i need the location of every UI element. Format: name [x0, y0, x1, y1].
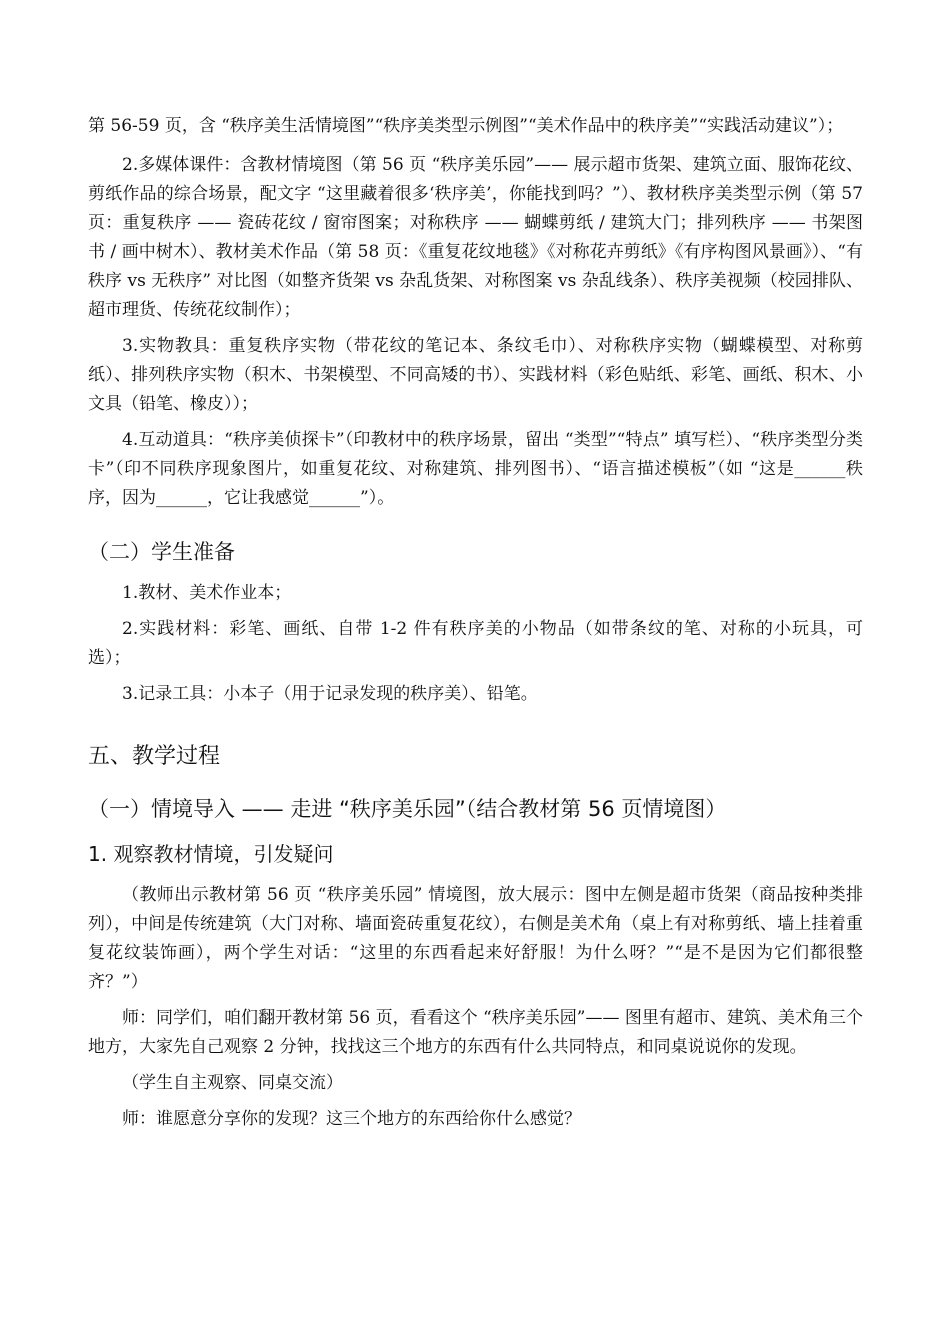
document-page [88, 112, 863, 1134]
situation-intro-heading: （一）情境导入 —— 走进 “秩序美乐园”（结合教材第 56 页情境图） [88, 797, 727, 821]
student-prep-item-1: 1.教材、美术作业本； [122, 583, 292, 603]
process-paragraph-4: 师：谁愿意分享你的发现？这三个地方的东西给你什么感觉？ [122, 1109, 581, 1129]
student-prep-item-2: 2.实践材料：彩笔、画纸、自带 1-2 件有秩序美的小物品（如带条纹的笔、对称的小玩具，可选）； [88, 619, 863, 668]
student-prep-heading: （二）学生准备 [88, 540, 235, 564]
student-prep-item-3: 3.记录工具：小本子（用于记录发现的秩序美）、铅笔。 [122, 684, 538, 704]
teaching-process-heading: 五、教学过程 [88, 744, 221, 769]
materials-paragraph-1-continued: 第 56-59 页，含 “秩序美生活情境图”“秩序美类型示例图”“美术作品中的秩序美”“实践活动建议”）； [88, 116, 844, 136]
observe-heading: 1. 观察教材情境，引发疑问 [88, 842, 334, 866]
process-paragraph-1: （教师出示教材第 56 页 “秩序美乐园” 情境图，放大展示：图中左侧是超市货架（商品按种类排列），中间是传统建筑（大门对称、墙面瓷砖重复花纹），右侧是美术角（桌上有对称剪纸、墙上挂着重复花纹装饰画），两个学生对话：“这里的东西看起来好舒服！为什么呀？”“是不是因为它们都很整齐？”） [88, 885, 863, 992]
materials-paragraph-2: 2.多媒体课件：含教材情境图（第 56 页 “秩序美乐园”—— 展示超市货架、建筑立面、服饰花纹、剪纸作品的综合场景，配文字 “这里藏着很多‘秩序美’，你能找到吗？”）、教材秩序美类型示例（第 57 页：重复秩序 —— 瓷砖花纹 / 窗帘图案；对称秩序 —— 蝴蝶剪纸 / 建筑大门；排列秩序 —— 书架图书 / 画中树木）、教材美术作品（第 58 页：《重复花纹地毯》《对称花卉剪纸》《有序构图风景画》）、“有秩序 vs 无秩序” 对比图（如整齐货架 vs 杂乱货架、对称图案 vs 杂乱线条）、秩序美视频（校园排队、超市理货、传统花纹制作）； [88, 155, 863, 320]
materials-paragraph-4: 4.互动道具：“秩序美侦探卡”（印教材中的秩序场景，留出 “类型”“特点” 填写栏）、“秩序类型分类卡”（印不同秩序现象图片，如重复花纹、对称建筑、排列图书）、“语言描述模板”（如 “这是______秩序，因为______，它让我感觉______”）。 [88, 430, 863, 508]
process-paragraph-3: （学生自主观察、同桌交流） [122, 1073, 343, 1093]
process-paragraph-2: 师：同学们，咱们翻开教材第 56 页，看看这个 “秩序美乐园”—— 图里有超市、建筑、美术角三个地方，大家先自己观察 2 分钟，找找这三个地方的东西有什么共同特点，和同桌说说你的发现。 [88, 1008, 863, 1057]
materials-paragraph-3: 3.实物教具：重复秩序实物（带花纹的笔记本、条纹毛巾）、对称秩序实物（蝴蝶模型、对称剪纸）、排列秩序实物（积木、书架模型、不同高矮的书）、实践材料（彩色贴纸、彩笔、画纸、积木、小文具（铅笔、橡皮））； [88, 336, 863, 414]
